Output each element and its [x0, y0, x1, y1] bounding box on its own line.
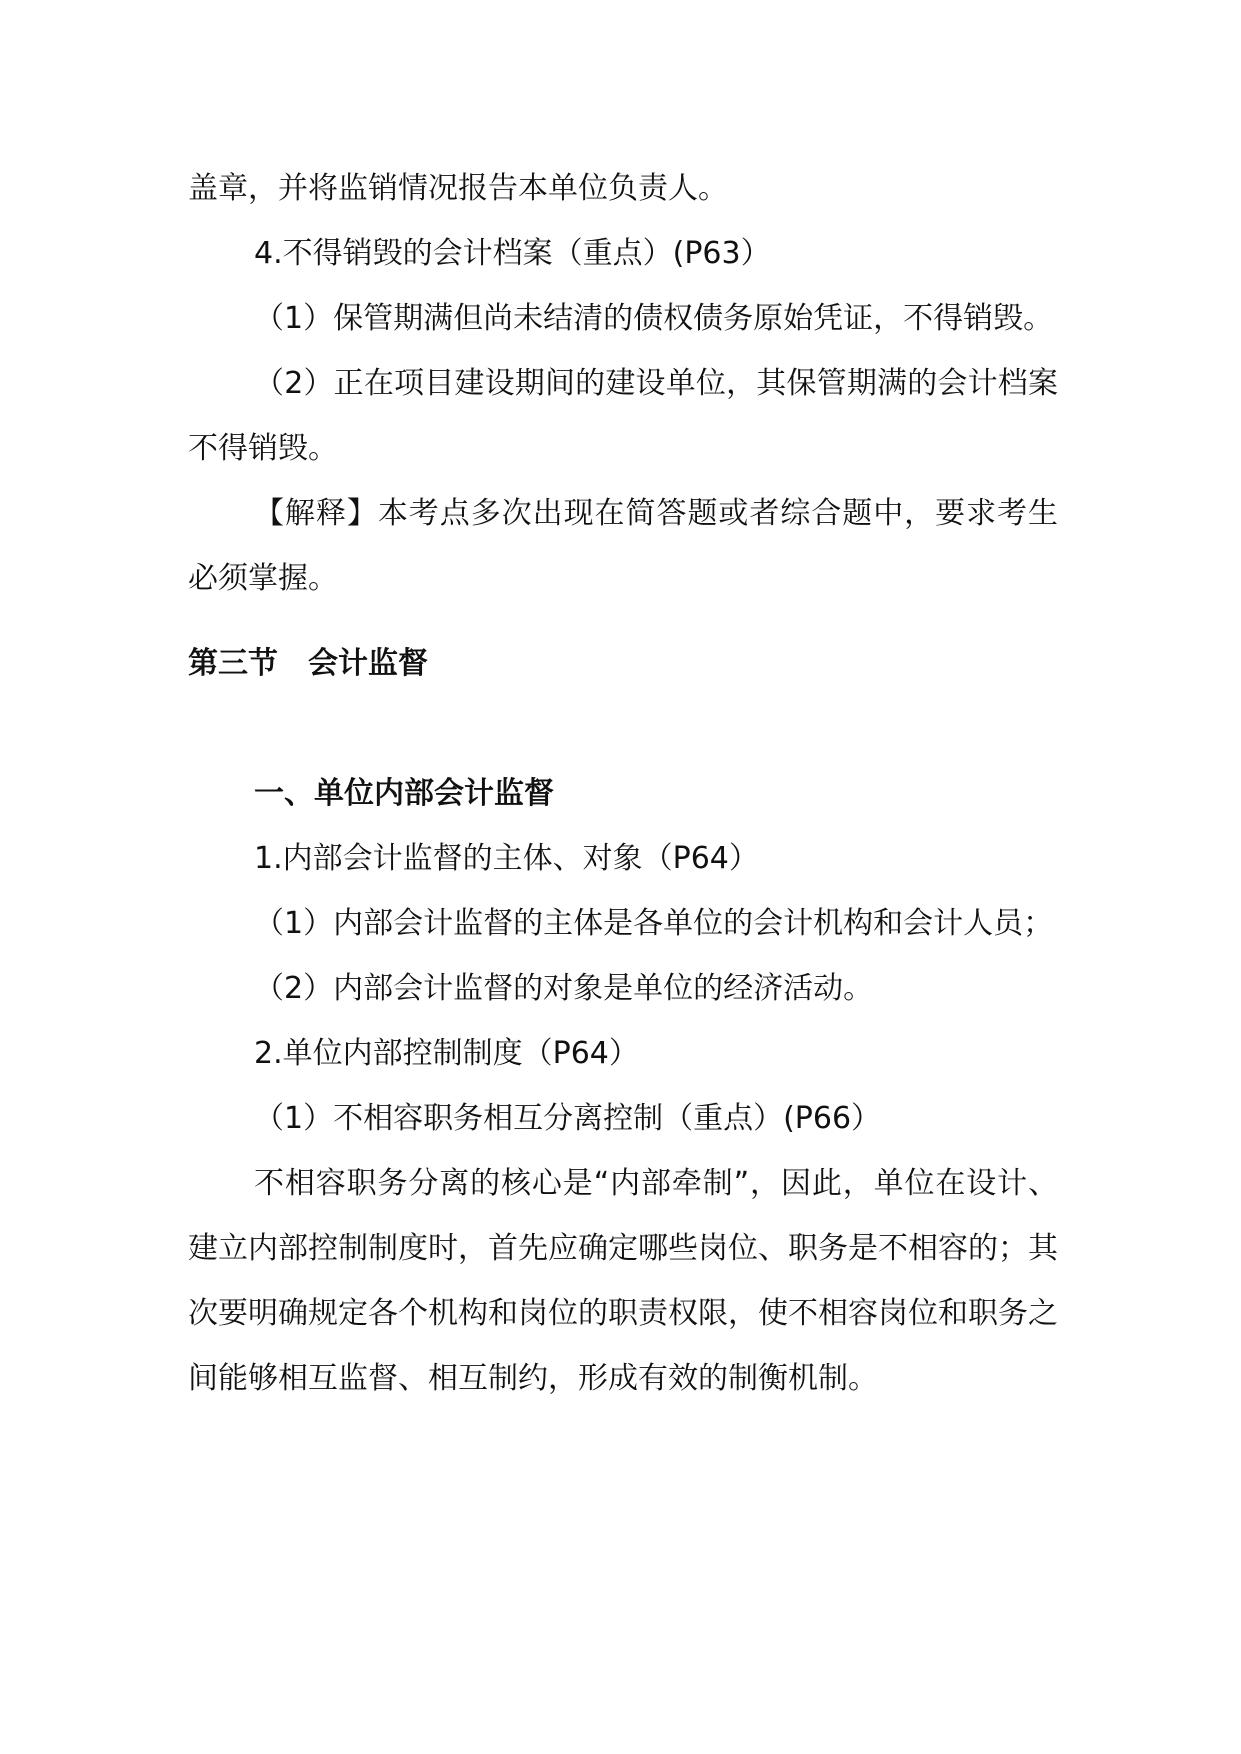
- section-title: 第三节 会计监督: [188, 646, 428, 681]
- paragraph-item-2-object: （2）内部会计监督的对象是单位的经济活动。: [254, 971, 874, 1006]
- paragraph-continuation: 盖章，并将监销情况报告本单位负责人。: [188, 171, 728, 206]
- paragraph-explanation: 【解释】本考点多次出现在简答题或者综合题中，要求考生必须掌握。: [188, 496, 1058, 596]
- paragraph-item-1-separation: （1）不相容职务相互分离控制（重点）(P66）: [254, 1101, 882, 1136]
- paragraph-item-1-subject: （1）内部会计监督的主体是各单位的会计机构和会计人员；: [254, 906, 1054, 941]
- subsection-title: 一、单位内部会计监督: [254, 776, 554, 811]
- item-heading-1: 1.内部会计监督的主体、对象（P64）: [254, 841, 759, 876]
- item-heading-4: 4.不得销毁的会计档案（重点）(P63）: [254, 236, 771, 271]
- paragraph-item-2: （2）正在项目建设期间的建设单位，其保管期满的会计档案不得销毁。: [188, 366, 1058, 466]
- paragraph-body: 不相容职务分离的核心是“内部牵制”，因此，单位在设计、建立内部控制制度时，首先应确定哪些岗位、职务是不相容的；其次要明确规定各个机构和岗位的职责权限，使不相容岗位和职务之间能够相互监督、相互制约，形成有效的制衡机制。: [188, 1166, 1058, 1396]
- paragraph-item-1: （1）保管期满但尚未结清的债权债务原始凭证，不得销毁。: [254, 301, 1054, 336]
- item-heading-2: 2.单位内部控制制度（P64）: [254, 1036, 639, 1071]
- document-body: [188, 156, 1058, 1411]
